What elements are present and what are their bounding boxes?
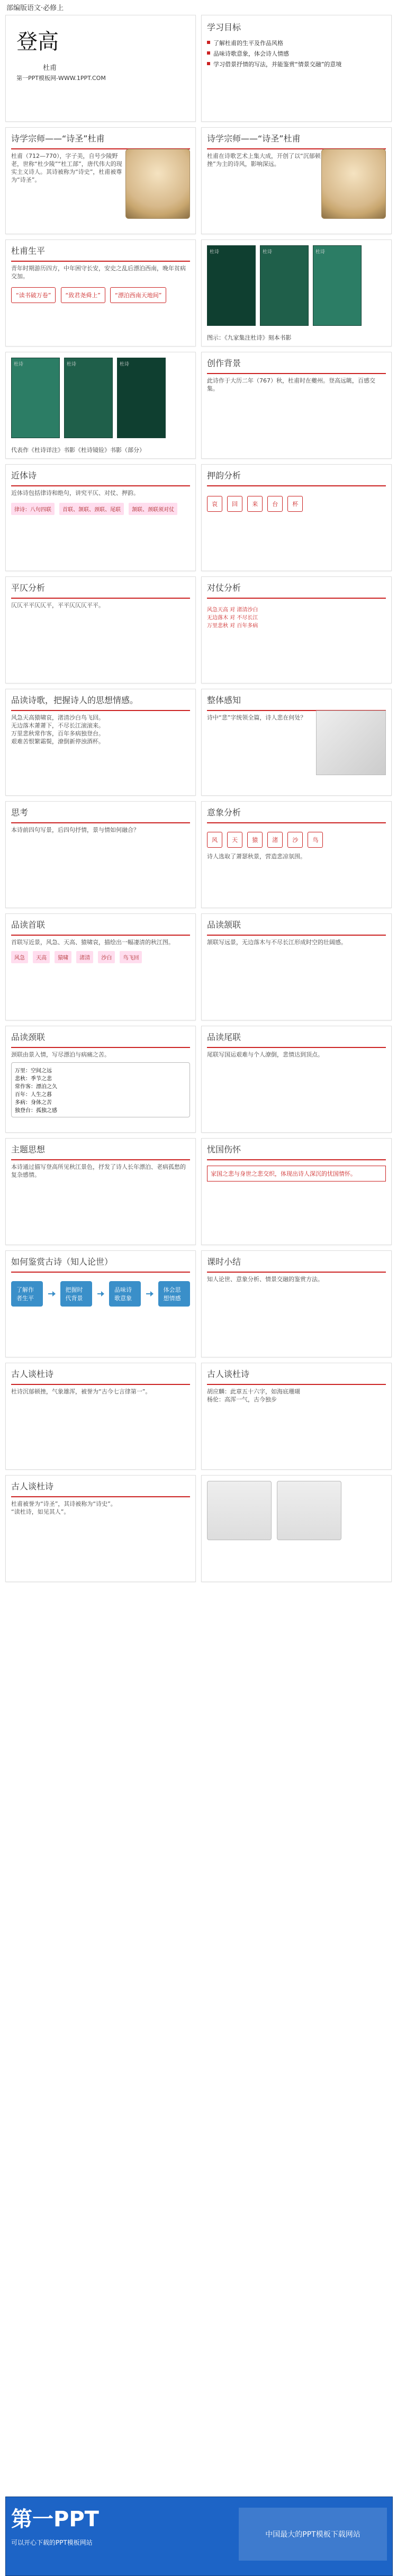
ancient-text-left: 杜诗沉郁顿挫，气象雄浑，被誉为“古今七言律第一”。 [11,1388,151,1395]
slide-thinking [5,801,196,908]
tonal-heading-right: 对仗分析 [207,583,241,593]
reading-text: 近体诗包括律诗和绝句，讲究平仄、对仗、押韵。 [11,490,139,496]
slide-life [5,239,196,347]
title-underline [207,935,386,936]
scene-option: 猿啸 [55,951,71,963]
poet-portrait [125,149,190,219]
title-underline [207,1384,386,1385]
ancient-heading-bottom: 古人谈杜诗 [11,1481,54,1491]
tonal-heading: 平仄分析 [11,583,46,593]
slide-practice [201,464,392,571]
book-cover [260,245,309,326]
landscape-illustration [316,710,386,775]
advert-title: 第一PPT [11,2507,99,2531]
scene-option: 鸟飞回 [120,951,142,963]
slide-goals [201,15,392,122]
poem-title: 登高 [16,30,59,54]
scene-option: 渚清 [76,951,93,963]
scene-2-heading: 品读颔联 [207,920,241,930]
appreciation-flow [6,1276,195,1312]
title-underline [11,822,190,823]
rhyme-chip: 回 [227,496,242,512]
goal-bullet-icon [207,62,210,65]
goal-item [207,39,386,47]
title-underline [207,485,386,486]
imagery-chip: 天 [227,832,242,848]
bird-illustration [277,1481,341,1540]
practice-heading: 押韵分析 [207,470,241,481]
flow-step: 体会思想情感 [158,1281,190,1307]
book-cover [207,245,256,326]
title-underline [11,485,190,486]
slide-poet [5,127,196,234]
books-row [202,240,391,331]
scene-3-item: 万里：空间之远 [15,1068,52,1074]
theme-heading: 主题思想 [11,1144,46,1154]
thinking-text: 本诗前四句写景，后四句抒情，景与情如何融合？ [11,827,139,833]
book-label: 杜诗 [120,362,130,367]
goal-bullet-icon [207,51,210,55]
goal-text: 学习借景抒情的写法，并能鉴赏“情景交融”的意境 [213,61,342,68]
creation-heading: 创作背景 [207,358,241,368]
scene-option: 风急 [11,951,28,963]
poem-line: 万里悲秋常作客，百年多病独登台。 [11,730,104,737]
goal-text: 了解杜甫的生平及作品风格 [213,40,283,47]
imagery-chip: 渚 [267,832,283,848]
ancient-heading-right: 古人谈杜诗 [207,1369,250,1379]
book-label: 杜诗 [67,362,77,367]
creation-text: 此诗作于大历二年（767）秋，杜甫时在夔州。登高远眺，百感交集。 [207,377,375,392]
slide-ancient-left [5,1363,196,1470]
poet-portrait-small [321,149,386,219]
slide-ancient-bottom [5,1475,196,1582]
slide-conclusion [201,1138,392,1245]
conclusion-heading: 忧国伤怀 [207,1144,241,1154]
scene-3-item: 多病：身体之苦 [15,1099,52,1106]
book-label: 杜诗 [14,362,24,367]
rhyme-chip: 杯 [287,496,303,512]
title-underline [11,710,190,711]
slide-appreciation-left [5,1250,196,1357]
bird-illustration [207,1481,272,1540]
books-row [6,352,195,443]
scene-1-text: 首联写近景，风急、天高、猿啸哀，描绘出一幅凄清的秋江图。 [11,939,174,946]
life-point: “读书破万卷” [11,287,56,303]
poet-title: 诗学宗师——“诗圣”杜甫 [11,134,105,144]
title-underline [11,1496,190,1497]
title-underline [11,261,190,262]
book-cover [11,358,60,438]
poet-text: 杜甫（712—770），字子美，自号少陵野老，世称“杜少陵”“杜工部”，唐代伟大的现实主义诗人。其诗被称为“诗史”，杜甫被尊为“诗圣”。 [11,153,122,183]
imagery-chip: 风 [207,832,222,848]
poem-author: 杜甫 [43,64,57,72]
advert-right: 中国最大的PPT模板下载网站 [239,2508,387,2561]
title-underline [207,1047,386,1048]
poet-summary-text: 杜甫在诗歌艺术上集大成，开创了以“沉郁顿挫”为主的诗风，影响深远。 [207,153,321,167]
title-underline [11,598,190,599]
slide-scene-1 [5,913,196,1020]
slide-books-left [5,352,196,459]
title-underline [207,822,386,823]
slide-bird-visual [201,1475,392,1582]
slide-ancient-right [201,1363,392,1470]
rhyme-chip: 哀 [207,496,222,512]
life-point: “致君尧舜上” [61,287,105,303]
conclusion-box: 家国之悲与身世之悲交织，体现出诗人深沉的忧国情怀。 [207,1166,386,1182]
title-underline [11,935,190,936]
life-title: 杜甫生平 [11,246,46,256]
scene-option: 沙白 [98,951,115,963]
flow-step: 了解作者生平 [11,1281,43,1307]
book-cover [313,245,362,326]
ancient-item: 胡应麟：此章五十六字，如海底珊瑚 [207,1388,300,1395]
slide-scene-3 [5,1026,196,1133]
title-underline [207,373,386,374]
scene-3-text: 颈联由景入情，写尽漂泊与病痛之苦。 [11,1051,110,1058]
ancient-bottom-item: 杜甫被誉为“诗圣”，其诗被称为“诗史”。 [11,1500,116,1507]
tonal-point: 风急天高 对 渚清沙白 [207,607,258,613]
scene-3-item: 独登台：孤独之感 [15,1107,57,1114]
slide-tonal [5,576,196,683]
reading-outline-heading: 品读诗歌，把握诗人的思想情感。 [11,695,139,705]
book-label: 杜诗 [263,250,273,255]
imagery-heading: 意象分析 [207,807,241,818]
slide-appreciation-right [201,1250,392,1357]
book-label: 杜诗 [210,250,220,255]
life-text: 青年时期游历四方，中年困守长安，安史之乱后漂泊西南，晚年贫病交加。 [11,265,186,280]
life-point: “漂泊西南天地间” [110,287,166,303]
slides-grid [5,15,392,1582]
slide-books-right [201,239,392,347]
title-underline [11,1159,190,1160]
site-url: 第一PPT模板网-WWW.1PPT.COM [16,75,106,82]
arrow-icon [48,1293,55,1294]
poem-line: 无边落木萧萧下，不尽长江滚滚来。 [11,722,104,729]
slide-scene-4 [201,1026,392,1133]
scene-3-heading: 品读颈联 [11,1032,46,1042]
scene-3-table [11,1062,190,1117]
appreciation-right-text: 知人论世、意象分析、情景交融的鉴赏方法。 [207,1276,323,1283]
scene-1-heading: 品读首联 [11,920,46,930]
flow-step: 把握时代背景 [60,1281,92,1307]
books-caption-right: 图示：《九家集注杜诗》刻本书影 [207,334,292,341]
rhyme-chip: 来 [247,496,263,512]
arrow-icon [97,1293,104,1294]
poet-summary-heading: 诗学宗师——“诗圣”杜甫 [207,134,301,144]
scene-3-item: 百年：人生之暮 [15,1091,52,1098]
book-label: 杜诗 [315,250,326,255]
question-title: 整体感知 [207,695,241,705]
advert-subtitle: 可以开心下载的PPT模板网站 [11,2539,93,2546]
appreciation-heading-right: 课时小结 [207,1257,241,1267]
slide-scene-2 [201,913,392,1020]
ancient-heading-left: 古人谈杜诗 [11,1369,54,1379]
scene-2-text: 颔联写远景，无边落木与不尽长江形成时空的壮阔感。 [207,939,347,946]
goal-text: 品味诗歌意象，体会诗人情感 [213,50,289,57]
reading-heading: 近体诗 [11,470,37,481]
slide-creation [201,352,392,459]
scene-3-item: 常作客：漂泊之久 [15,1083,57,1090]
reading-item: 律诗：八句四联 [11,503,55,515]
slide-theme [5,1138,196,1245]
scene-3-item: 悲秋：季节之悲 [15,1076,52,1082]
tonal-point: 万里悲秋 对 百年多病 [207,623,258,629]
slide-poet-summary [201,127,392,234]
imagery-chip: 鸟 [308,832,323,848]
goal-item [207,60,386,68]
title-underline [207,598,386,599]
book-cover [117,358,166,438]
imagery-chip: 猿 [247,832,263,848]
scene-4-text: 尾联写国运艰难与个人潦倒，悲情达到顶点。 [207,1051,323,1058]
title-underline [11,1047,190,1048]
title-underline [207,1272,386,1273]
thinking-title: 思考 [11,807,29,818]
slide-title [5,15,196,122]
slide-question [201,689,392,796]
slide-reading [5,464,196,571]
ancient-item: 杨伦：高浑一气，古今独步 [207,1396,277,1403]
scene-option: 天高 [33,951,50,963]
books-caption-left: 代表作《杜诗详注》书影《杜诗镜铨》书影（部分） [11,447,145,454]
ancient-bottom-item: “读杜诗，如见其人”。 [11,1508,70,1515]
flow-step: 品味诗歌意象 [109,1281,141,1307]
reading-item: 首联、颔联、颈联、尾联 [59,503,124,515]
scene-4-heading: 品读尾联 [207,1032,241,1042]
goal-item [207,49,386,58]
tonal-text: 仄仄平平仄仄平，平平仄仄仄平平。 [11,602,104,609]
imagery-text: 诗人选取了萧瑟秋景，营造悲凉氛围。 [207,853,306,860]
document-header-title: 部编版语文·必修上 [6,4,64,12]
title-underline [11,1272,190,1273]
reading-item: 颔联、颈联须对仗 [129,503,177,515]
slide-reading-outline [5,689,196,796]
advert-banner [5,2497,393,2576]
tonal-point: 无边落木 对 不尽长江 [207,615,258,621]
goal-bullet-icon [207,41,210,44]
slide-tonal-right [201,576,392,683]
slide-imagery [201,801,392,908]
question-text: 诗中“悲”字统领全篇，诗人悲在何处？ [207,714,306,721]
theme-text: 本诗通过描写登高所见秋江景色，抒发了诗人长年漂泊、老病孤愁的复杂感情。 [11,1163,186,1178]
goals-heading: 学习目标 [207,22,241,32]
imagery-chip: 沙 [287,832,303,848]
poem-line: 风急天高猿啸哀，渚清沙白鸟飞回。 [11,714,104,721]
book-cover [64,358,113,438]
appreciation-heading: 如何鉴赏古诗（知人论世） [11,1257,113,1267]
poem-line: 艰难苦恨繁霜鬓，潦倒新停浊酒杯。 [11,738,104,745]
rhyme-chip: 台 [267,496,283,512]
title-underline [11,1384,190,1385]
title-underline [207,1159,386,1160]
arrow-icon [146,1293,152,1294]
